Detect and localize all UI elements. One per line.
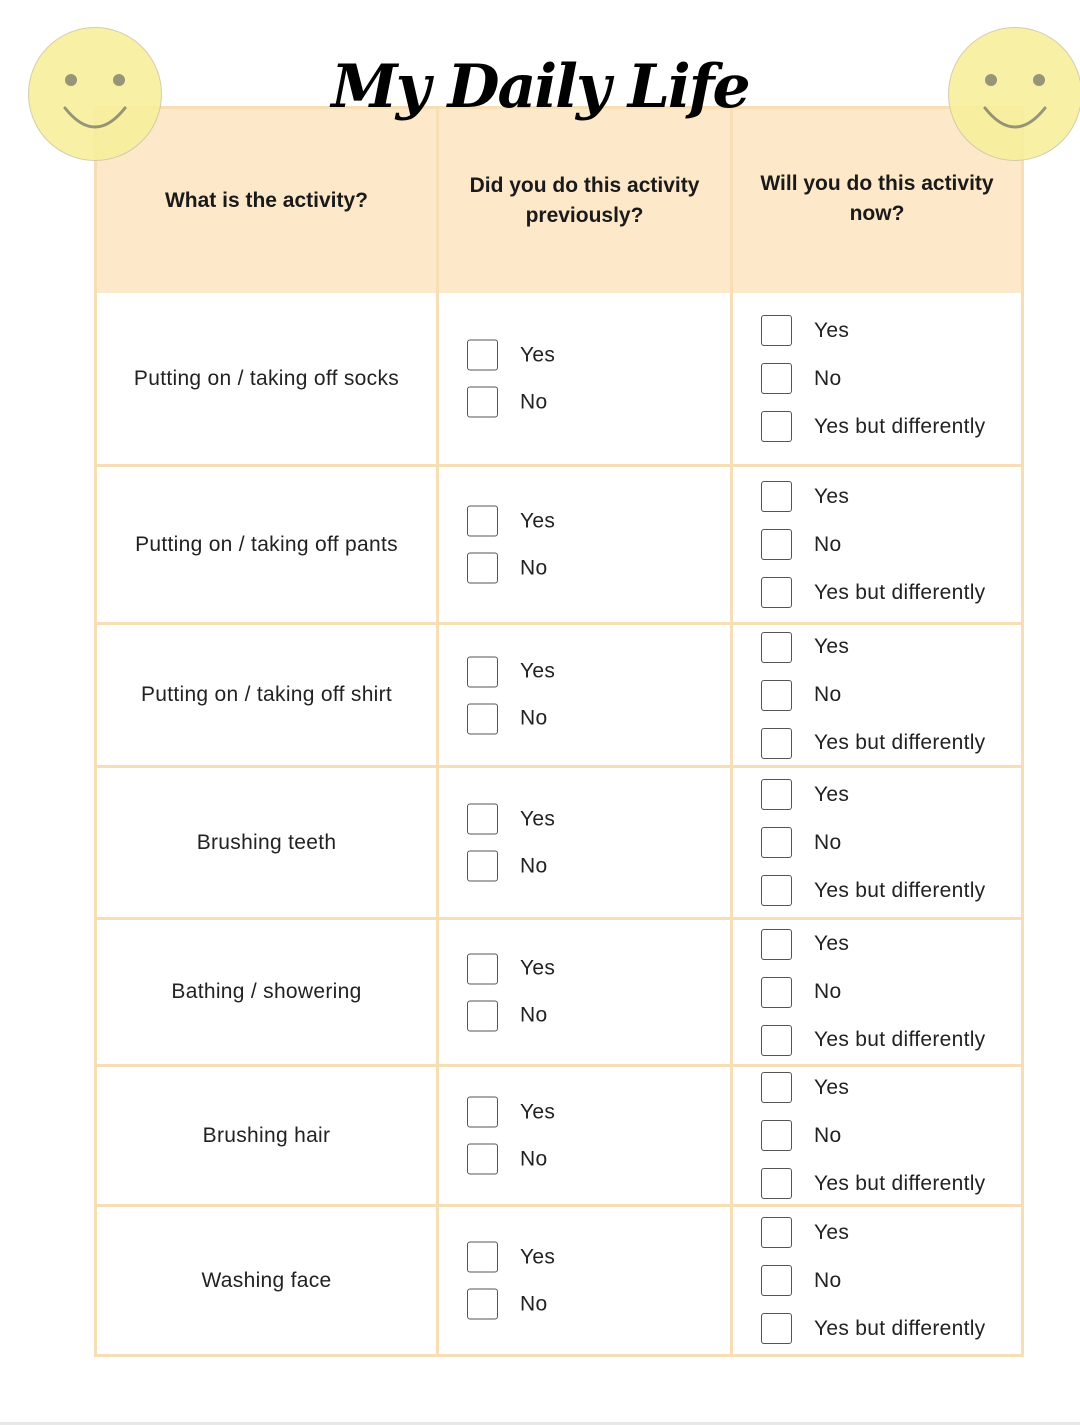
option-previously-0[interactable] <box>467 802 730 836</box>
previously-options <box>436 1207 730 1354</box>
option-label: No <box>814 532 842 556</box>
previously-options <box>436 768 730 917</box>
option-previously-0[interactable] <box>467 952 730 986</box>
option-label: Yes <box>814 932 850 955</box>
option-label: Yes but differently <box>814 1028 986 1051</box>
option-previously-0[interactable] <box>467 1240 730 1274</box>
option-label: No <box>814 366 842 390</box>
checkbox-icon[interactable] <box>761 728 792 759</box>
checkbox-icon[interactable] <box>467 953 498 984</box>
checkbox-icon[interactable] <box>761 929 792 960</box>
option-label: Yes <box>520 956 556 980</box>
checkbox-icon[interactable] <box>467 1097 498 1128</box>
option-label: No <box>520 854 548 877</box>
option-group <box>733 1071 1021 1201</box>
checkbox-icon[interactable] <box>467 340 498 371</box>
option-group <box>439 504 730 585</box>
option-label: Yes <box>520 509 556 532</box>
option-label: No <box>814 1123 842 1147</box>
checkbox-icon[interactable] <box>761 1217 792 1248</box>
option-label: No <box>520 390 548 413</box>
option-previously-1[interactable] <box>467 999 730 1033</box>
checkbox-icon[interactable] <box>761 1168 792 1199</box>
option-now-1[interactable] <box>761 678 1021 712</box>
option-label: Yes <box>814 1220 850 1244</box>
option-label: Yes but differently <box>814 878 986 902</box>
option-now-0[interactable] <box>761 1216 1021 1250</box>
option-group <box>439 655 730 736</box>
option-previously-1[interactable] <box>467 1142 730 1176</box>
activity-table <box>94 106 1024 1357</box>
checkbox-icon[interactable] <box>467 1242 498 1273</box>
option-previously-0[interactable] <box>467 1095 730 1129</box>
checkbox-icon[interactable] <box>467 1000 498 1031</box>
previously-options <box>436 920 730 1064</box>
option-label: Yes <box>520 1100 556 1123</box>
option-now-2[interactable] <box>761 410 1021 444</box>
option-now-2[interactable] <box>761 874 1021 908</box>
checkbox-icon[interactable] <box>467 656 498 687</box>
checkbox-icon[interactable] <box>467 1144 498 1175</box>
option-label: Yes <box>520 1245 556 1268</box>
checkbox-icon[interactable] <box>761 481 792 512</box>
previously-options <box>436 625 730 765</box>
checkbox-icon[interactable] <box>467 387 498 418</box>
checkbox-icon[interactable] <box>467 703 498 734</box>
option-label: Yes <box>814 1075 850 1099</box>
option-previously-0[interactable] <box>467 504 730 538</box>
option-group <box>733 927 1021 1057</box>
option-now-2[interactable] <box>761 1312 1021 1346</box>
checkbox-icon[interactable] <box>761 529 792 560</box>
option-label: Yes but differently <box>814 1171 986 1195</box>
previously-options <box>436 293 730 464</box>
table-row <box>97 293 1021 464</box>
option-label: Yes <box>814 484 850 508</box>
checkbox-icon[interactable] <box>761 577 792 608</box>
activity-label: Brushing hair <box>202 1123 331 1147</box>
checkbox-icon[interactable] <box>761 315 792 346</box>
checkbox-icon[interactable] <box>761 632 792 663</box>
option-label: Yes <box>520 807 556 830</box>
activity-label: Bathing / showering <box>171 980 362 1003</box>
option-group <box>439 338 730 419</box>
checkbox-icon[interactable] <box>467 1289 498 1320</box>
table-row <box>97 464 1021 622</box>
option-previously-1[interactable] <box>467 702 730 736</box>
option-group <box>439 1095 730 1176</box>
option-label: No <box>520 1003 548 1027</box>
option-label: No <box>520 1292 548 1315</box>
now-options <box>730 768 1021 917</box>
option-now-1[interactable] <box>761 975 1021 1009</box>
activity-label: Washing face <box>201 1268 332 1292</box>
activity-label: Putting on / taking off pants <box>135 532 398 556</box>
column-header-activity: What is the activity? <box>164 189 369 212</box>
column-header-now: Will you do this activity now? <box>730 109 1021 293</box>
checkbox-icon[interactable] <box>761 1025 792 1056</box>
table-row <box>97 917 1021 1064</box>
option-previously-1[interactable] <box>467 385 730 419</box>
checkbox-icon[interactable] <box>467 851 498 882</box>
now-options <box>730 1067 1021 1204</box>
option-previously-1[interactable] <box>467 1287 730 1321</box>
option-previously-1[interactable] <box>467 551 730 585</box>
checkbox-icon[interactable] <box>761 875 792 906</box>
checkbox-icon[interactable] <box>467 553 498 584</box>
option-label: No <box>814 830 842 854</box>
now-options <box>730 625 1021 765</box>
option-label: No <box>520 1147 548 1170</box>
option-group <box>733 1216 1021 1346</box>
option-label: No <box>814 683 842 706</box>
option-label: No <box>520 706 548 730</box>
option-now-0[interactable] <box>761 927 1021 961</box>
option-now-2[interactable] <box>761 1023 1021 1057</box>
checkbox-icon[interactable] <box>761 411 792 442</box>
table-row <box>97 1064 1021 1204</box>
table-row <box>97 622 1021 765</box>
option-now-2[interactable] <box>761 726 1021 760</box>
option-label: Yes <box>520 343 556 366</box>
option-previously-0[interactable] <box>467 655 730 689</box>
checkbox-icon[interactable] <box>761 977 792 1008</box>
now-options <box>730 467 1021 622</box>
option-label: Yes <box>520 659 556 683</box>
now-options <box>730 293 1021 464</box>
checkbox-icon[interactable] <box>761 680 792 711</box>
activity-label: Putting on / taking off socks <box>133 366 400 390</box>
checkbox-icon[interactable] <box>761 779 792 810</box>
option-now-2[interactable] <box>761 1167 1021 1201</box>
option-label: Yes but differently <box>814 580 986 604</box>
option-now-0[interactable] <box>761 314 1021 348</box>
option-group <box>439 952 730 1033</box>
option-group <box>733 630 1021 760</box>
table-header <box>97 109 1021 293</box>
option-label: Yes but differently <box>814 1316 986 1340</box>
checkbox-icon[interactable] <box>761 1120 792 1151</box>
option-now-1[interactable] <box>761 1119 1021 1153</box>
option-now-1[interactable] <box>761 362 1021 396</box>
activity-label: Brushing teeth <box>196 830 337 854</box>
checkbox-icon[interactable] <box>761 1265 792 1296</box>
column-header-previously: Did you do this activity previously? <box>436 109 730 293</box>
option-label: Yes <box>814 318 850 342</box>
table-row <box>97 765 1021 917</box>
option-group <box>733 480 1021 610</box>
page-title: My Daily Life <box>331 52 749 122</box>
option-previously-0[interactable] <box>467 338 730 372</box>
table-row <box>97 1204 1021 1354</box>
option-now-1[interactable] <box>761 528 1021 562</box>
now-options <box>730 920 1021 1064</box>
previously-options <box>436 1067 730 1204</box>
option-now-0[interactable] <box>761 480 1021 514</box>
now-options <box>730 1207 1021 1354</box>
option-label: Yes but differently <box>814 414 986 438</box>
option-now-1[interactable] <box>761 826 1021 860</box>
option-now-1[interactable] <box>761 1264 1021 1298</box>
option-label: No <box>814 1268 842 1292</box>
checkbox-icon[interactable] <box>761 1072 792 1103</box>
activity-label: Putting on / taking off shirt <box>140 683 393 706</box>
option-label: Yes but differently <box>814 731 986 754</box>
option-label: No <box>520 556 548 579</box>
checkbox-icon[interactable] <box>761 1313 792 1344</box>
option-previously-1[interactable] <box>467 849 730 883</box>
option-group <box>439 1240 730 1321</box>
option-group <box>439 802 730 883</box>
previously-options <box>436 467 730 622</box>
checkbox-icon[interactable] <box>761 363 792 394</box>
option-group <box>733 778 1021 908</box>
option-now-0[interactable] <box>761 630 1021 664</box>
option-now-0[interactable] <box>761 1071 1021 1105</box>
option-now-2[interactable] <box>761 576 1021 610</box>
checkbox-icon[interactable] <box>761 827 792 858</box>
checkbox-icon[interactable] <box>467 804 498 835</box>
option-label: Yes <box>814 635 850 658</box>
option-label: Yes <box>814 782 850 806</box>
option-label: No <box>814 980 842 1003</box>
checkbox-icon[interactable] <box>467 506 498 537</box>
option-now-0[interactable] <box>761 778 1021 812</box>
option-group <box>733 314 1021 444</box>
